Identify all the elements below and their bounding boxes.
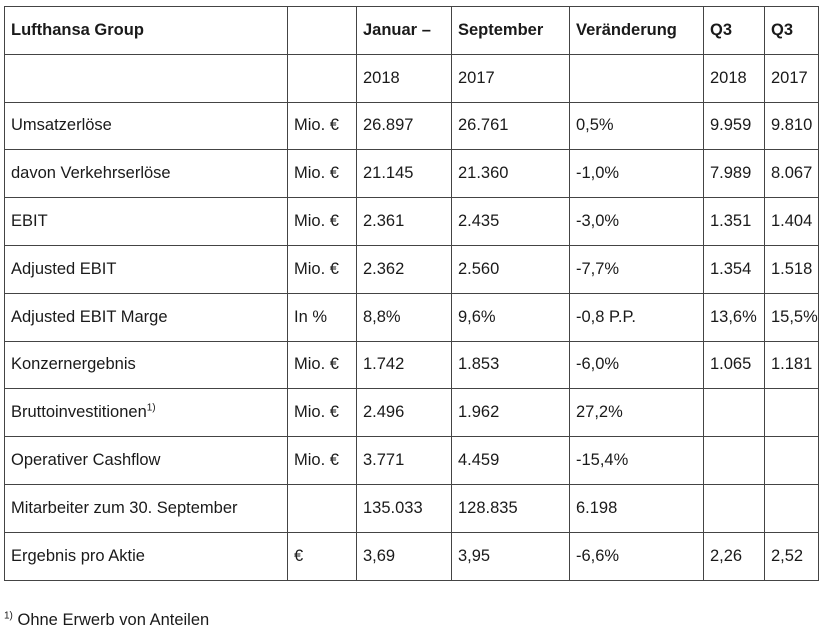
value-q3-2017 [765, 484, 819, 532]
value-q3-2018 [704, 437, 765, 485]
value-2018 [357, 245, 452, 293]
value-q3-2018 [704, 198, 765, 246]
value-q3-2017 [765, 245, 819, 293]
table-row [5, 150, 819, 198]
value-q3-2017-text: 15,5% [771, 307, 818, 326]
subheader-year-b: 2017 [452, 54, 570, 102]
header-unit [288, 7, 357, 55]
header-row [5, 7, 819, 55]
value-change [570, 389, 704, 437]
value-2018-text: 2.362 [363, 259, 405, 278]
value-2017-text: 2.435 [458, 212, 500, 231]
value-q3-2017 [765, 389, 819, 437]
subheader-change [570, 54, 704, 102]
value-2017 [452, 102, 570, 150]
table-row [5, 102, 819, 150]
value-change [570, 437, 704, 485]
row-unit [288, 198, 357, 246]
value-2018 [357, 150, 452, 198]
value-q3-2018-text: 13,6% [710, 307, 757, 326]
value-2018-text: 2.361 [363, 212, 405, 231]
subheader-col2 [288, 54, 357, 102]
value-q3-2018-text: 1.065 [710, 355, 752, 374]
subheader-year-a: 2018 [357, 54, 452, 102]
value-2018 [357, 389, 452, 437]
value-change [570, 341, 704, 389]
row-label-text: Umsatzerlöse [11, 116, 112, 135]
value-2017-text: 9,6% [458, 307, 496, 326]
value-q3-2018 [704, 532, 765, 580]
row-unit [288, 437, 357, 485]
value-2017-text: 21.360 [458, 164, 509, 183]
value-change-text: -3,0% [576, 212, 620, 231]
value-q3-2017-text: 1.404 [771, 212, 813, 231]
value-2018 [357, 293, 452, 341]
value-q3-2017-text: 2,52 [771, 546, 804, 565]
value-q3-2018 [704, 102, 765, 150]
value-2017-text: 4.459 [458, 451, 500, 470]
value-q3-2017-text: 8.067 [771, 164, 813, 183]
row-label [5, 293, 288, 341]
row-label [5, 198, 288, 246]
row-label [5, 389, 288, 437]
value-2018 [357, 102, 452, 150]
row-unit-text: Mio. € [294, 451, 339, 470]
row-unit-text: Mio. € [294, 212, 339, 231]
subheader-q3-year-b: 2017 [765, 54, 819, 102]
footnote [4, 611, 209, 630]
value-q3-2018 [704, 245, 765, 293]
table-row [5, 245, 819, 293]
row-label [5, 484, 288, 532]
value-q3-2018-text: 1.351 [710, 212, 752, 231]
row-label-text: Operativer Cashflow [11, 451, 161, 470]
table-row [5, 341, 819, 389]
value-change-text: 6.198 [576, 498, 618, 517]
value-2017-text: 3,95 [458, 546, 491, 565]
row-unit [288, 150, 357, 198]
subheader-q3-year-a: 2018 [704, 54, 765, 102]
value-2017 [452, 341, 570, 389]
header-company: Lufthansa Group [5, 7, 288, 55]
table-row [5, 293, 819, 341]
value-change-text: 0,5% [576, 116, 614, 135]
row-unit-text: Mio. € [294, 116, 339, 135]
value-2018-text: 21.145 [363, 164, 414, 183]
value-2017-text: 2.560 [458, 259, 500, 278]
row-unit-text: Mio. € [294, 259, 339, 278]
footnote-text: Ohne Erwerb von Anteilen [17, 611, 210, 629]
value-change-text: -0,8 P.P. [576, 307, 636, 326]
row-label-text: Ergebnis pro Aktie [11, 546, 145, 565]
row-label [5, 150, 288, 198]
value-2017-text: 26.761 [458, 116, 509, 135]
table-row [5, 389, 819, 437]
value-2018 [357, 484, 452, 532]
value-2018-text: 135.033 [363, 498, 423, 517]
value-change [570, 102, 704, 150]
value-change [570, 198, 704, 246]
table-row [5, 198, 819, 246]
value-2017-text: 1.962 [458, 403, 500, 422]
row-unit-text: Mio. € [294, 403, 339, 422]
row-unit [288, 245, 357, 293]
row-unit-text: € [294, 546, 304, 565]
row-label [5, 532, 288, 580]
value-change-text: -7,7% [576, 259, 620, 278]
value-2018-text: 2.496 [363, 403, 405, 422]
row-label [5, 102, 288, 150]
row-unit [288, 484, 357, 532]
value-q3-2018-text: 2,26 [710, 546, 743, 565]
value-q3-2017-text: 1.181 [771, 355, 813, 374]
value-2017 [452, 484, 570, 532]
value-q3-2018-text: 7.989 [710, 164, 752, 183]
row-unit [288, 293, 357, 341]
value-q3-2018 [704, 150, 765, 198]
footnote-marker: 1) [4, 610, 13, 622]
row-unit [288, 341, 357, 389]
row-unit-text: Mio. € [294, 164, 339, 183]
table-row [5, 484, 819, 532]
header-change: Veränderung [570, 7, 704, 55]
row-label-text: EBIT [11, 212, 48, 231]
value-2017-text: 128.835 [458, 498, 518, 517]
value-change [570, 150, 704, 198]
table-row [5, 532, 819, 580]
value-q3-2017 [765, 532, 819, 580]
value-q3-2018-text: 1.354 [710, 259, 752, 278]
value-q3-2018 [704, 341, 765, 389]
value-q3-2017 [765, 341, 819, 389]
value-2018-text: 3.771 [363, 451, 405, 470]
subheader-row [5, 54, 819, 102]
value-q3-2017 [765, 102, 819, 150]
value-2018-text: 8,8% [363, 307, 401, 326]
footnote-ref: 1) [146, 402, 156, 414]
value-2017 [452, 198, 570, 246]
row-label [5, 245, 288, 293]
header-period-start: Januar – [357, 7, 452, 55]
value-change [570, 484, 704, 532]
header-q3-b: Q3 [765, 7, 819, 55]
value-change-text: -6,6% [576, 546, 620, 565]
value-2018-text: 26.897 [363, 116, 414, 135]
table-body [5, 102, 819, 580]
value-change-text: -1,0% [576, 164, 620, 183]
row-unit [288, 532, 357, 580]
row-label-text: Konzernergebnis [11, 355, 136, 374]
value-2017 [452, 437, 570, 485]
row-label-text: Mitarbeiter zum 30. September [11, 498, 238, 517]
value-q3-2017-text: 9.810 [771, 116, 813, 135]
value-2018 [357, 198, 452, 246]
value-2018 [357, 341, 452, 389]
row-label-text: Adjusted EBIT [11, 259, 117, 278]
financial-table [4, 6, 819, 581]
value-q3-2018-text: 9.959 [710, 116, 752, 135]
value-2018-text: 1.742 [363, 355, 405, 374]
value-change-text: -15,4% [576, 451, 629, 470]
value-change [570, 532, 704, 580]
row-label [5, 437, 288, 485]
row-unit [288, 102, 357, 150]
value-change [570, 245, 704, 293]
value-2017 [452, 150, 570, 198]
row-label-text: Adjusted EBIT Marge [11, 307, 168, 326]
value-2018 [357, 532, 452, 580]
value-2018 [357, 437, 452, 485]
value-2018-text: 3,69 [363, 546, 396, 565]
value-q3-2018 [704, 484, 765, 532]
value-2017 [452, 293, 570, 341]
value-q3-2017 [765, 198, 819, 246]
value-change [570, 293, 704, 341]
value-q3-2018 [704, 293, 765, 341]
header-q3-a: Q3 [704, 7, 765, 55]
row-label [5, 341, 288, 389]
value-change-text: 27,2% [576, 403, 623, 422]
value-q3-2017 [765, 150, 819, 198]
row-unit-text: Mio. € [294, 355, 339, 374]
row-unit-text: In % [294, 307, 328, 326]
value-2017 [452, 389, 570, 437]
value-q3-2017 [765, 437, 819, 485]
value-q3-2017-text: 1.518 [771, 259, 813, 278]
value-2017 [452, 532, 570, 580]
value-2017 [452, 245, 570, 293]
table-row [5, 437, 819, 485]
header-period-end: September [452, 7, 570, 55]
value-q3-2018 [704, 389, 765, 437]
row-label-text: davon Verkehrserlöse [11, 164, 171, 183]
subheader-col1 [5, 54, 288, 102]
row-unit [288, 389, 357, 437]
value-q3-2017 [765, 293, 819, 341]
value-change-text: -6,0% [576, 355, 620, 374]
row-label-text: Bruttoinvestitionen [11, 403, 147, 422]
value-2017-text: 1.853 [458, 355, 500, 374]
